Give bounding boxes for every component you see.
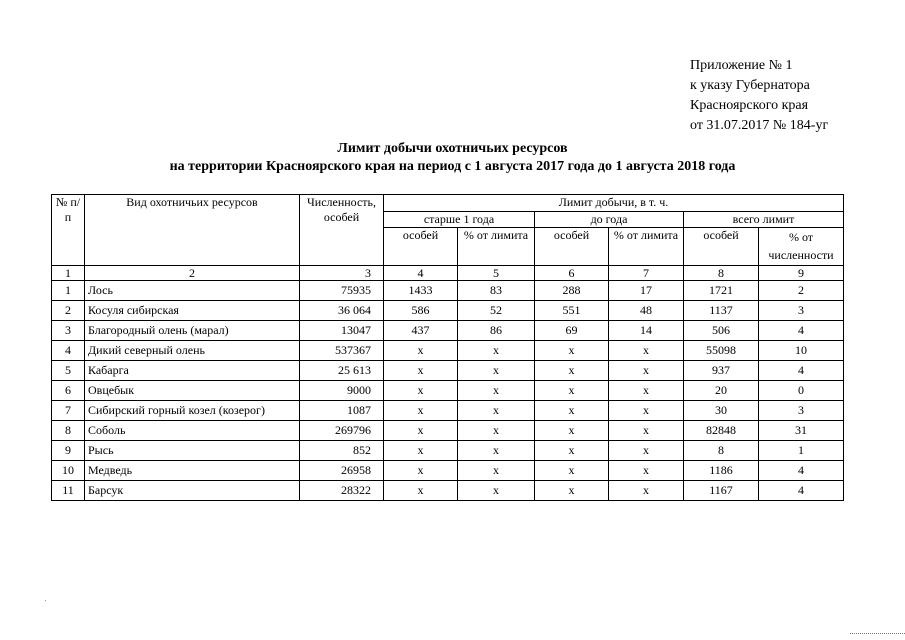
cell-young-pct: х	[609, 381, 684, 401]
cell-young-ind: х	[535, 441, 609, 461]
cell-older-ind: 1433	[384, 281, 458, 301]
scan-edge-mark	[850, 633, 905, 640]
cell-total-pct: 2	[759, 281, 844, 301]
cell-species: Сибирский горный козел (козерог)	[85, 401, 300, 421]
header-individuals: особей	[384, 228, 458, 266]
cell-num: 9	[52, 441, 85, 461]
header-limit: Лимит добычи, в т. ч.	[384, 195, 844, 212]
cell-older-ind: 437	[384, 321, 458, 341]
cell-young-ind: х	[535, 381, 609, 401]
cell-total-ind: 82848	[684, 421, 759, 441]
cell-total-pct: 10	[759, 341, 844, 361]
appendix-line: к указу Губернатора	[690, 78, 810, 93]
table-body	[52, 281, 844, 501]
cell-population: 26958	[300, 461, 384, 481]
cell-total-pct: 4	[759, 481, 844, 501]
header-young: до года	[535, 212, 684, 228]
cell-population: 13047	[300, 321, 384, 341]
cell-older-ind: х	[384, 461, 458, 481]
document-subtitle: на территории Красноярского края на период с 1 августа 2017 года до 1 августа 2018 года	[169, 159, 736, 174]
cell-num: 6	[52, 381, 85, 401]
cell-total-ind: 8	[684, 441, 759, 461]
header-individuals: особей	[535, 228, 609, 266]
cell-older-pct: х	[458, 481, 535, 501]
header-individuals: особей	[684, 228, 759, 266]
cell-total-pct: 31	[759, 421, 844, 441]
cell-older-pct: х	[458, 401, 535, 421]
cell-young-ind: 551	[535, 301, 609, 321]
column-number-row	[52, 266, 844, 281]
table-row	[52, 421, 844, 441]
cell-young-pct: 14	[609, 321, 684, 341]
table-row	[52, 461, 844, 481]
cell-total-ind: 1721	[684, 281, 759, 301]
cell-total-pct: 1	[759, 441, 844, 461]
cell-population: 537367	[300, 341, 384, 361]
cell-num: 5	[52, 361, 85, 381]
cell-population: 75935	[300, 281, 384, 301]
table-row	[52, 281, 844, 301]
cell-older-pct: х	[458, 461, 535, 481]
header-population: Численность, особей	[300, 195, 384, 266]
cell-num: 11	[52, 481, 85, 501]
table-row	[52, 341, 844, 361]
header-older: старше 1 года	[384, 212, 535, 228]
cell-older-ind: х	[384, 481, 458, 501]
column-number: 3	[300, 266, 384, 281]
cell-total-pct: 0	[759, 381, 844, 401]
cell-young-ind: 288	[535, 281, 609, 301]
cell-total-pct: 4	[759, 321, 844, 341]
column-number: 4	[384, 266, 458, 281]
cell-species: Благородный олень (марал)	[85, 321, 300, 341]
cell-older-pct: х	[458, 361, 535, 381]
appendix-line: от 31.07.2017 № 184-уг	[690, 118, 829, 133]
cell-young-pct: х	[609, 421, 684, 441]
cell-population: 9000	[300, 381, 384, 401]
cell-young-ind: х	[535, 361, 609, 381]
cell-species: Косуля сибирская	[85, 301, 300, 321]
cell-species: Барсук	[85, 481, 300, 501]
table-row	[52, 381, 844, 401]
cell-total-ind: 55098	[684, 341, 759, 361]
cell-species: Лось	[85, 281, 300, 301]
cell-total-ind: 20	[684, 381, 759, 401]
cell-older-ind: х	[384, 341, 458, 361]
cell-species: Кабарга	[85, 361, 300, 381]
cell-num: 8	[52, 421, 85, 441]
cell-young-pct: х	[609, 441, 684, 461]
cell-older-ind: х	[384, 441, 458, 461]
column-number: 9	[759, 266, 844, 281]
table-row	[52, 321, 844, 341]
cell-young-ind: х	[535, 401, 609, 421]
header-pct-limit: % от лимита	[458, 228, 535, 266]
cell-young-pct: х	[609, 461, 684, 481]
cell-young-ind: 69	[535, 321, 609, 341]
column-number: 6	[535, 266, 609, 281]
cell-older-pct: х	[458, 421, 535, 441]
column-number: 5	[458, 266, 535, 281]
cell-species: Овцебык	[85, 381, 300, 401]
scan-speck	[45, 600, 46, 601]
header-pct-limit: % от лимита	[609, 228, 684, 266]
cell-species: Дикий северный олень	[85, 341, 300, 361]
cell-population: 36 064	[300, 301, 384, 321]
cell-young-ind: х	[535, 481, 609, 501]
cell-population: 269796	[300, 421, 384, 441]
table-row	[52, 401, 844, 421]
column-number: 8	[684, 266, 759, 281]
table-row	[52, 441, 844, 461]
cell-num: 3	[52, 321, 85, 341]
cell-young-pct: х	[609, 341, 684, 361]
cell-older-ind: х	[384, 381, 458, 401]
cell-older-pct: 86	[458, 321, 535, 341]
table-row	[52, 481, 844, 501]
cell-older-ind: х	[384, 421, 458, 441]
table-row	[52, 361, 844, 381]
column-number: 1	[52, 266, 85, 281]
header-total: всего лимит	[684, 212, 844, 228]
column-number: 7	[609, 266, 684, 281]
header-num: № п/п	[52, 195, 85, 266]
cell-older-pct: х	[458, 381, 535, 401]
cell-young-pct: 48	[609, 301, 684, 321]
cell-young-ind: х	[535, 421, 609, 441]
header-pct-population: % от численности	[759, 228, 844, 266]
cell-young-pct: х	[609, 361, 684, 381]
cell-num: 7	[52, 401, 85, 421]
document-title: Лимит добычи охотничьих ресурсов	[337, 141, 568, 156]
cell-num: 4	[52, 341, 85, 361]
cell-total-ind: 506	[684, 321, 759, 341]
column-number: 2	[85, 266, 300, 281]
cell-young-pct: х	[609, 481, 684, 501]
cell-total-ind: 1137	[684, 301, 759, 321]
cell-population: 25 613	[300, 361, 384, 381]
cell-total-ind: 937	[684, 361, 759, 381]
cell-total-ind: 1186	[684, 461, 759, 481]
cell-population: 28322	[300, 481, 384, 501]
cell-young-ind: х	[535, 341, 609, 361]
cell-young-ind: х	[535, 461, 609, 481]
appendix-line: Красноярского края	[690, 98, 809, 113]
appendix-block	[690, 56, 828, 136]
cell-num: 1	[52, 281, 85, 301]
cell-total-pct: 3	[759, 301, 844, 321]
cell-older-pct: х	[458, 341, 535, 361]
cell-num: 2	[52, 301, 85, 321]
cell-species: Медведь	[85, 461, 300, 481]
cell-older-pct: 83	[458, 281, 535, 301]
cell-population: 1087	[300, 401, 384, 421]
cell-older-ind: 586	[384, 301, 458, 321]
cell-total-pct: 4	[759, 361, 844, 381]
cell-older-ind: х	[384, 361, 458, 381]
cell-young-pct: х	[609, 401, 684, 421]
cell-older-pct: 52	[458, 301, 535, 321]
cell-young-pct: 17	[609, 281, 684, 301]
table-row	[52, 301, 844, 321]
cell-total-pct: 3	[759, 401, 844, 421]
cell-total-ind: 30	[684, 401, 759, 421]
cell-num: 10	[52, 461, 85, 481]
cell-older-ind: х	[384, 401, 458, 421]
cell-total-ind: 1167	[684, 481, 759, 501]
cell-older-pct: х	[458, 441, 535, 461]
hunting-limits-table	[51, 194, 844, 501]
cell-population: 852	[300, 441, 384, 461]
cell-total-pct: 4	[759, 461, 844, 481]
appendix-line: Приложение № 1	[690, 58, 793, 73]
header-species: Вид охотничьих ресурсов	[85, 195, 300, 266]
cell-species: Рысь	[85, 441, 300, 461]
cell-species: Соболь	[85, 421, 300, 441]
